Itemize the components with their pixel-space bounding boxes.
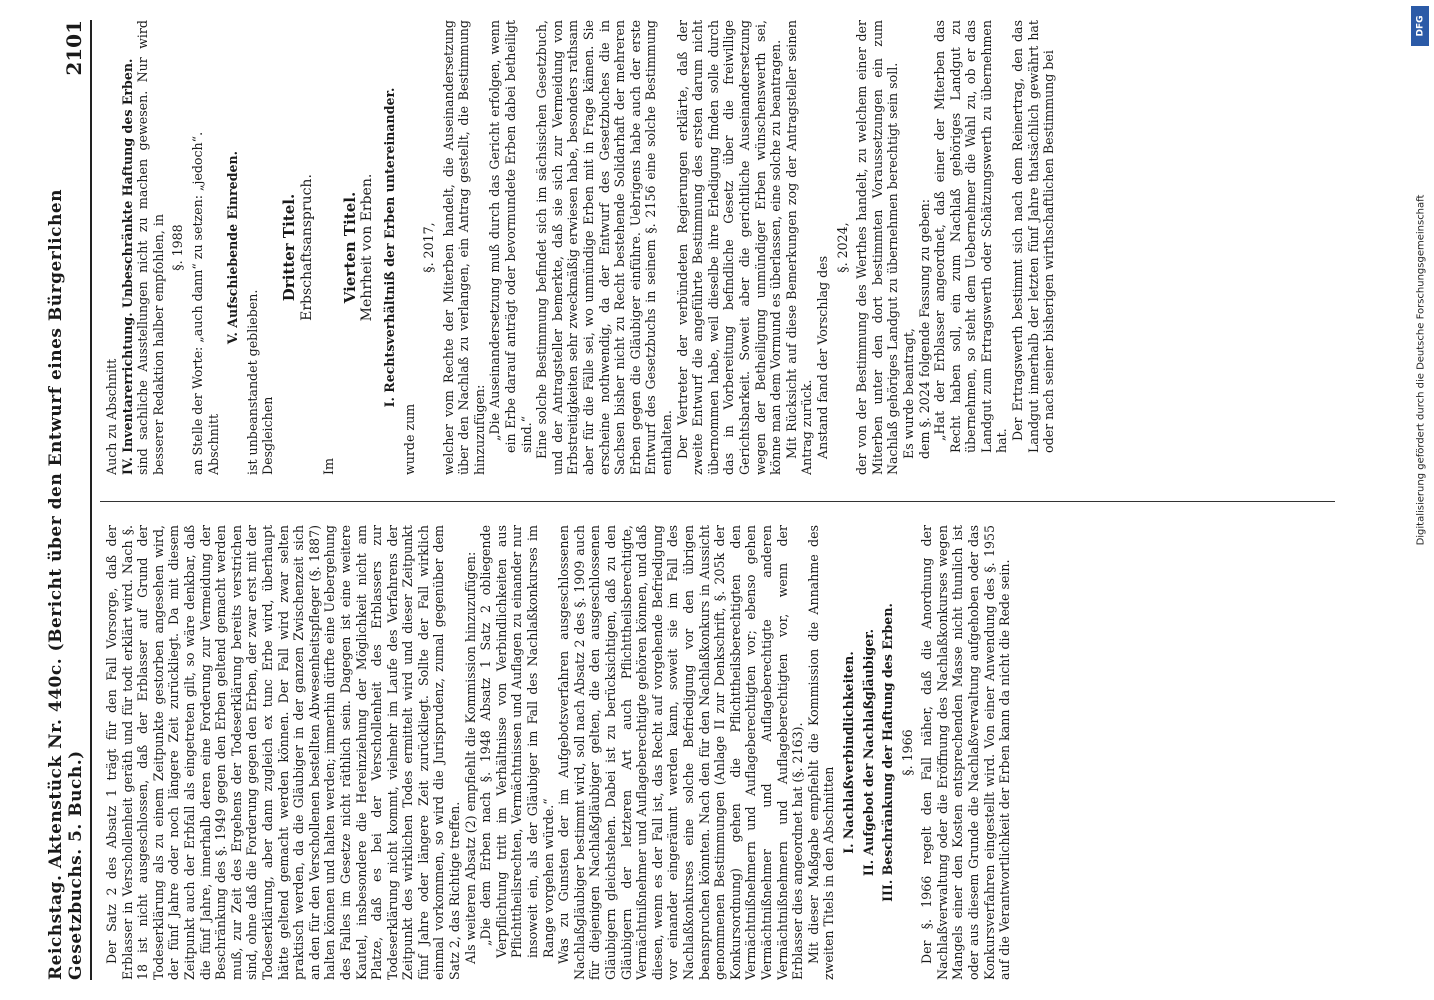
paragraph-number: §. 2017, (421, 222, 437, 273)
paragraph: Im (321, 458, 337, 475)
paragraph: Der Vertreter der verbündeten Regierungen erklärte, daß der zweite Entwurf die angeführte Bestimmung des ersten darum nicht übernommen habe, weil dieselbe ihre Erledigung finden solle durch das in Vorbereitung befindliche Gesetz über die freiwillige Gerichtsbarkeit. Soweit aber die gerichtliche Auseinandersetzung wegen der Betheiligung unmündiger Erben wünschenswerth sei, könne man dem Vormund es überlassen, eine solche zu beantragen. (674, 20, 784, 475)
section-heading: V. Aufschiebende Einreden. (225, 150, 241, 345)
paragraph: Eine solche Bestimmung befindet sich im sächsischen Gesetzbuch, und der Antragsteller bemerkte, daß sie sich zur Vermeidung von Erbstreitigkeiten sehr zweckmäßig erwiesen habe, besonders rathsam aber für die Fälle sei, wo unmündige Erben mit in Frage kämen. Sie erscheine nothwendig, da der Entwurf des Gesetzbuches die in Sachsen bisher nicht zu Recht bestehende Solidarhaft der mehreren Erben gegen die Gläubiger einführe. Uebrigens habe auch der erste Entwurf des Gesetzbuchs in seinem §. 2156 eine solche Bestimmung enthalten. (534, 20, 674, 475)
rotated-page-content (46, 20, 1352, 980)
paragraph: der von der Bestimmung des Werthes handelt, zu welchem einer der Miterben unter den dort bestimmten Voraussetzungen ein zum Nachlaß gehöriges Landgut zu übernehmen berechtigt sein soll. (854, 20, 901, 475)
section-heading: III. Beschränkung der Haftung des Erben. (880, 603, 896, 902)
paragraph: welcher vom Rechte der Miterben handelt, die Auseinandersetzung über den Nachlaß zu verlangen, ein Antrag gestellt, die Bestimmung hinzuzufügen: (440, 20, 487, 475)
paragraph: Mit Rücksicht auf diese Bemerkungen zog der Antragsteller seinen Antrag zurück. (783, 20, 815, 475)
paragraph: Es wurde beantragt, (900, 328, 916, 459)
paragraph: Als weiteren Absatz (2) empfiehlt die Kommission hinzuzufügen: (462, 551, 478, 964)
quote: „Die dem Erben nach §. 1948 Absatz 1 Satz 2 obliegende Verpflichtung tritt im Verhältnisse von Verbindlichkeiten aus Pflichttheilsrechten, Vermächtnissen und Auflagen zu einander nur insoweit ein, als der Gläubiger im Fall des Nachlaßkonkurses im Range vorgehen würde.“ (478, 525, 556, 958)
paragraph: ist unbeanstandet geblieben. (244, 289, 260, 475)
title-subheading: Erbschaftsanspruch. (298, 174, 315, 321)
paragraph: an Stelle der Worte: „auch dann“ zu setzen: „jedoch“. (189, 131, 205, 475)
funding-note-text: Digitalisierung gefördert durch die Deutsche Forschungsgemeinschaft (1415, 194, 1427, 546)
paragraph: Mit dieser Maßgabe empfiehlt die Kommission die Annahme des zweiten Titels in den Abschnitten (805, 525, 837, 980)
paragraph: Desgleichen (260, 396, 276, 475)
paragraph: Auch zu Abschnitt (104, 358, 119, 475)
quote: „Hat der Erblasser angeordnet, daß einer der Miterben das Recht haben soll, ein zum Nachlaß gehöriges Landgut zu übernehmen, so steht dem Uebernehmer die Wahl zu, ob er das Landgut zum Ertragswerth oder Schätzungswerth zu übernehmen hat. (932, 20, 1010, 453)
dfg-logo-icon: DFG (1411, 6, 1429, 46)
paragraph: Der Satz 2 des Absatz 1 trägt für den Fall Vorsorge, daß der Erblasser in Verschollenheit geräth und für todt erklärt wird. Nach §. 18 ist nicht ausgeschlossen, daß der Erblasser auf Grund der Todeserklärung als zu einem Zeitpunkte gestorben angesehen wird, der fünf Jahre oder noch längere Zeit zurückliegt. Da mit diesem Zeitpunkt auch der Erbfall als eingetreten gilt, so wäre denkbar, daß die fünf Jahre, innerhalb deren eine Forderung zur Vermeidung der Beschränkung des §. 1949 gegen den Erben geltend gemacht werden muß, zur Zeit des Ergehens der Todeserklärung bereits verstrichen sind, ohne daß die Forderung gegen den Erben, der zwar erst mit der Todeserklärung, aber dann zugleich ex tunc Erbe wird, überhaupt hätte geltend gemacht werden können. Der Fall wird zwar selten praktisch werden, da die Gläubiger in der ganzen Zwischenzeit sich an den für den Verschollenen bestellten Abwesenheitspfleger (§. 1887) halten können und halten werden; immerhin dürfte eine Uebergehung des Falles im Gesetze nicht räthlich sein. Dagegen ist eine weitere Kautel, insbesondere die Hereinziehung der Möglichkeit nicht am Platze, daß es bei der Verschollenheit des Erblassers zur Todeserklärung nicht kommt, vielmehr im Laufe des Verfahrens der Zeitpunkt des wirklichen Todes ermittelt wird und dieser Zeitpunkt fünf Jahre oder längere Zeit zurückliegt. Sollte der Fall wirklich einmal vorkommen, so wird die Jurisprudenz, zumal gegenüber dem Satz 2, das Richtige treffen. (104, 525, 463, 980)
title-heading: Vierten Titel. (340, 191, 359, 304)
paragraph: wurde zum (401, 403, 417, 475)
title-heading: Dritter Titel. (279, 193, 298, 302)
section-heading: IV. Inventarerrichtung. Unbeschränkte Haftung des Erben. (119, 58, 135, 475)
title-subheading: Mehrheit von Erben. (359, 173, 376, 322)
section-heading: I. Rechtsverhältniß der Erben untereinander. (381, 87, 397, 408)
paragraph-number: §. 1988 (170, 224, 186, 271)
paragraph: Der §. 1966 regelt den Fall näher, daß die Anordnung der Nachlaßverwaltung oder die Eröffnung des Nachlaßkonkurses wegen Mangels einer den Kosten entsprechenden Masse nicht thunlich ist oder aus diesem Grunde die Nachlaßverwaltung aufgehoben oder das Konkursverfahren eingestellt wird. Von einer Anwendung des §. 1955 auf die Verantwortlichkeit der Erben kann da nicht die Rede sein. (919, 525, 1013, 980)
header-title: Reichstag. Aktenstück Nr. 440c. (Bericht über den Entwurf eines Bürgerlichen Gesetzbuchs. 5. Buch.) (46, 188, 86, 980)
paragraph: Anstand fand der Vorschlag des (814, 255, 830, 459)
column-divider (100, 501, 1335, 502)
section-heading: I. Nachlaßverbindlichkeiten. (840, 651, 856, 854)
page-number: 2101 (62, 20, 86, 76)
paragraph: sind sachliche Ausstellungen nicht zu machen gewesen. Nur wird besserer Redaktion halber empfohlen, in (135, 20, 166, 475)
side-strip (1410, 0, 1432, 1000)
left-column (104, 525, 1334, 980)
paragraph: Was zu Gunsten der im Aufgebotsverfahren ausgeschlossenen Nachlaßgläubiger bestimmt wird, soll nach Absatz 2 des §. 1909 auch für diejenigen Nachlaßgläubiger gelten, die den ausgeschlossenen Gläubigern gleichstehen. Dabei ist zu berücksichtigen, daß zu den Gläubigern der letzteren Art auch Pflichttheilsberechtigte, Vermächtnißnehmer und Auflageberechtigte gehören können, und daß diesen, wenn es der Fall ist, das Recht auf vorgehende Befriedigung vor einander eingeräumt werden kann, soweit sie im Fall des Nachlaßkonkurses eine solche Befriedigung vor den übrigen beanspruchen könnten. Nach den für den Nachlaßkonkurs in Aussicht genommenen Bestimmungen (Anlage II zur Denkschrift, §. 205k der Konkursordnung) gehen die Pflichttheilsberechtigten den Vermächtnißnehmern und Auflageberechtigten vor; ebenso gehen Vermächtnißnehmer und Auflageberechtigte anderen Vermächtnißnehmern und Auflageberechtigten vor, wenn der Erblasser dies angeordnet hat (§. 2163). (556, 525, 806, 980)
paragraph-number: §. 2024, (834, 222, 850, 273)
funding-note (1410, 50, 1432, 690)
page-header (46, 20, 92, 980)
section-heading: II. Aufgebot der Nachlaßgläubiger. (860, 628, 876, 877)
paragraph: dem §. 2024 folgende Fassung zu geben: (916, 199, 932, 459)
paragraph-number: §. 1966 (899, 729, 915, 776)
quote: „Die Auseinandersetzung muß durch das Gericht erfolgen, wenn ein Erbe darauf anträgt oder bevormundete Erben dabei betheiligt sind.“ (487, 20, 534, 453)
paragraph: Abschnitt (205, 413, 221, 475)
quote: Der Ertragswerth bestimmt sich nach dem Reinertrag, den das Landgut innerhalb der letzten fünf Jahre thatsächlich gewährt hat oder nach seiner bisherigen wirthschaftlichen Bestimmung bei (1010, 20, 1057, 453)
right-column (104, 20, 1334, 475)
